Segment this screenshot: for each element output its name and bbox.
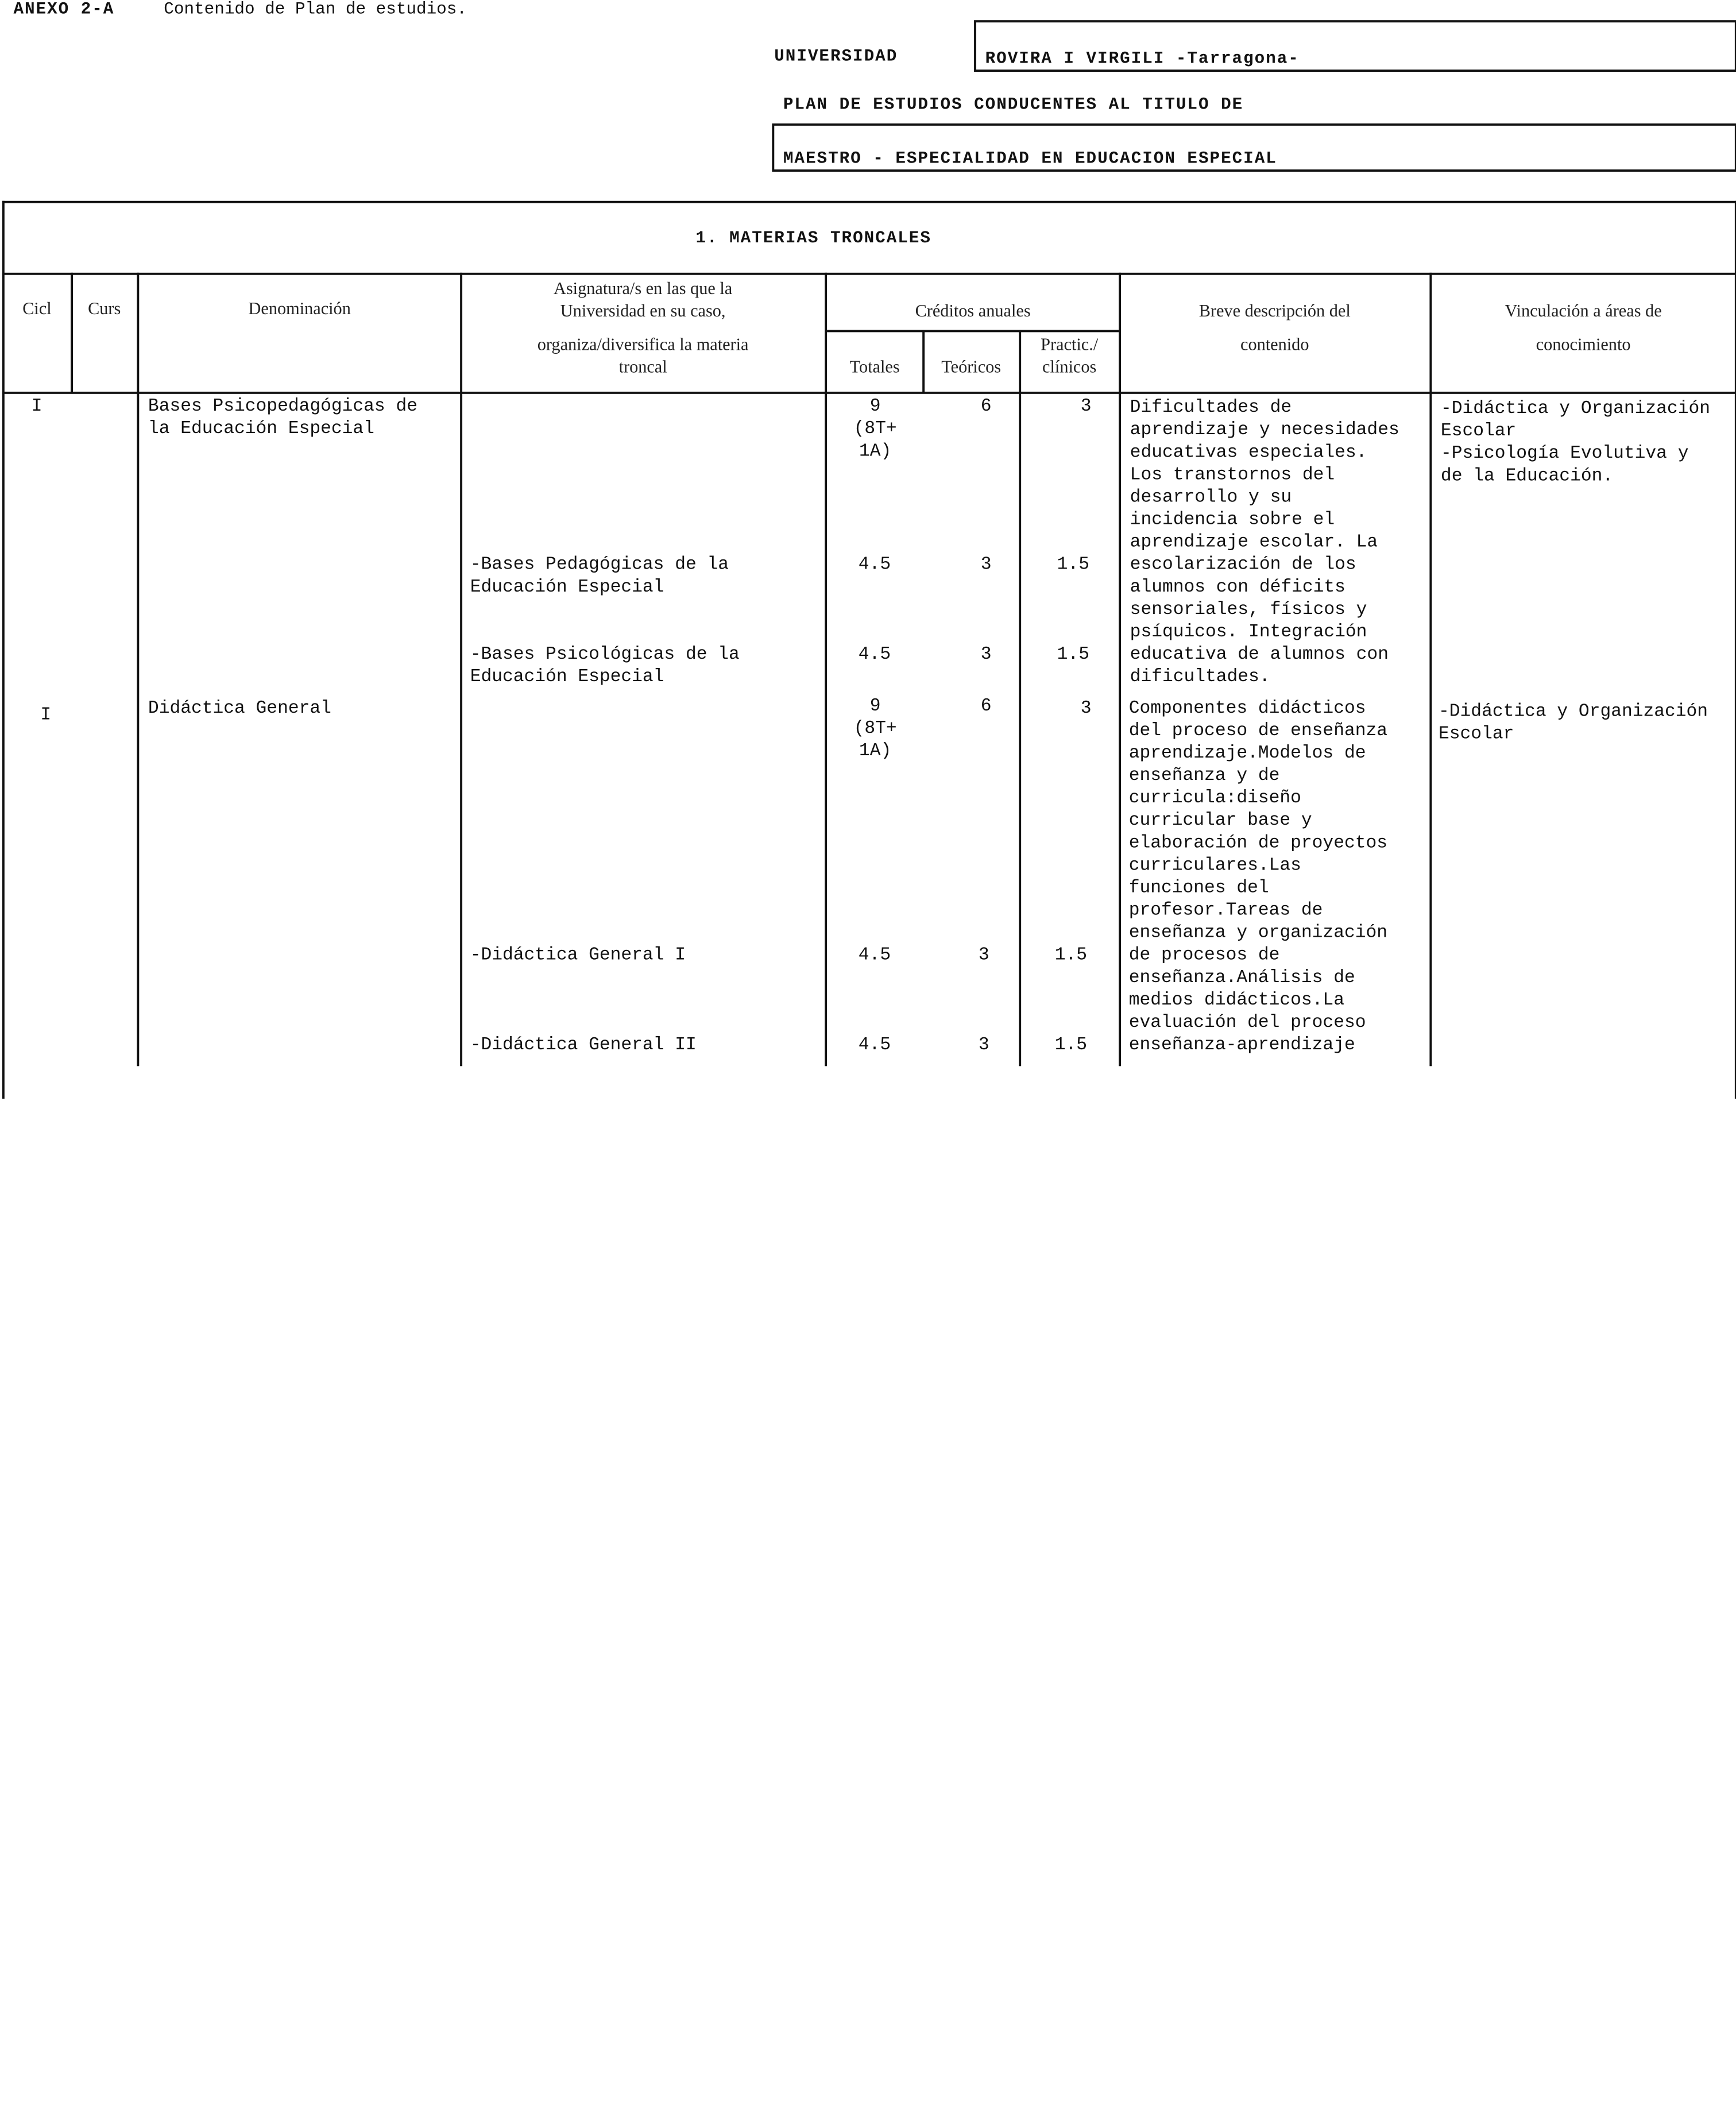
header-bottom-rule [2, 392, 1736, 394]
row2-totales: 9 (8T+ 1A) [853, 696, 897, 761]
col-header-practicos-1: Practic./ [1041, 335, 1099, 355]
col-rule-denominacion [460, 273, 462, 1066]
row2-subject2-teoricos: 3 [978, 1034, 989, 1055]
row2-subject1-totales: 4.5 [858, 945, 891, 965]
row1-subject2-totales: 4.5 [858, 644, 891, 664]
plan-label: PLAN DE ESTUDIOS CONDUCENTES AL TITULO DE [783, 95, 1244, 115]
row1-practicos: 3 [1080, 396, 1092, 416]
row2-descripcion: Componentes didácticos del proceso de enseñanza aprendizaje.Modelos de enseñanza y de curricula:diseño curricular base y elaboración de proyectos curriculares.Las funciones del profesor.Tareas de enseñanza y organización de procesos de enseñanza.Análisis de medios didácticos.La evaluación del proceso enseñanza-aprendizaje [1128, 698, 1387, 1055]
col-rule-teoricos [1019, 330, 1021, 1066]
university-label: UNIVERSIDAD [774, 47, 898, 67]
university-value: ROVIRA I VIRGILI -Tarragona- [985, 49, 1300, 69]
col-header-asignaturas-4: troncal [618, 358, 667, 377]
row2-subject1-teoricos: 3 [978, 945, 989, 965]
row2-vinculacion: -Didáctica y Organización Escolar [1439, 701, 1708, 744]
col-header-asignaturas-2: Universidad en su caso, [560, 302, 726, 321]
row1-subject1-name: -Bases Pedagógicas de la Educación Especial [470, 554, 729, 597]
row2-ciclo: I [40, 705, 52, 725]
row1-vinculacion: -Didáctica y Organización Escolar -Psicología Evolutiva y de la Educación. [1440, 398, 1710, 486]
col-header-vinculacion-1: Vinculación a áreas de [1505, 302, 1662, 321]
row1-denominacion: Bases Psicopedagógicas de la Educación Especial [148, 396, 417, 439]
col-header-creditos: Créditos anuales [915, 302, 1031, 321]
row2-denominacion: Didáctica General [148, 698, 331, 718]
col-header-ciclo: Cicl [22, 299, 52, 319]
col-header-totales: Totales [849, 358, 900, 377]
col-header-vinculacion-2: conocimiento [1536, 335, 1631, 355]
row1-teoricos: 6 [980, 396, 992, 416]
col-header-practicos-2: clínicos [1042, 358, 1097, 377]
row2-subject2-totales: 4.5 [858, 1034, 891, 1055]
row1-subject2-practicos: 1.5 [1057, 644, 1089, 664]
col-rule-curso [137, 273, 139, 1066]
col-header-denominacion: Denominación [248, 299, 351, 319]
row1-subject1-practicos: 1.5 [1057, 554, 1089, 575]
col-header-descripcion-1: Breve descripción del [1198, 302, 1351, 321]
row2-subject1-name: -Didáctica General I [470, 945, 686, 965]
row2-subject2-name: -Didáctica General II [470, 1034, 697, 1055]
credits-subheader-rule [827, 330, 1119, 332]
row1-ciclo: I [31, 396, 42, 416]
row2-subject1-practicos: 1.5 [1054, 945, 1088, 965]
col-rule-creditos [1119, 273, 1121, 1066]
row1-descripcion: Dificultades de aprendizaje y necesidades educativas especiales. Los transtornos del desarrollo y su incidencia sobre el aprendizaje escolar. La escolarización de los alumnos con déficits sensoriales, físicos y psíquicos. Integración educativa de alumnos con dificultades. [1130, 397, 1399, 687]
row2-practicos: 3 [1080, 698, 1092, 718]
col-rule-ciclo [71, 273, 73, 393]
col-rule-descripcion [1429, 273, 1432, 1066]
col-header-asignaturas-3: organiza/diversifica la materia [537, 335, 749, 355]
row2-subject2-practicos: 1.5 [1054, 1034, 1088, 1055]
section-title: 1. MATERIAS TRONCALES [695, 229, 931, 248]
col-header-curso: Curs [88, 299, 121, 319]
annex-title: Contenido de Plan de estudios. [164, 0, 467, 20]
annex-code: ANEXO 2-A [13, 0, 115, 20]
row1-subject1-teoricos: 3 [980, 554, 992, 575]
col-rule-asignaturas [825, 273, 827, 1066]
col-header-descripcion-2: contenido [1240, 335, 1309, 355]
degree-value: MAESTRO - ESPECIALIDAD EN EDUCACION ESPECIAL [783, 149, 1277, 169]
col-header-teoricos: Teóricos [941, 358, 1002, 377]
row1-totales: 9 (8T+ 1A) [853, 396, 897, 462]
header-top-rule [2, 273, 1736, 275]
row2-teoricos: 6 [980, 696, 992, 716]
row1-subject2-teoricos: 3 [980, 644, 992, 664]
row1-subject2-name: -Bases Psicológicas de la Educación Especial [470, 644, 740, 687]
col-header-asignaturas-1: Asignatura/s en las que la [554, 279, 733, 299]
row1-subject1-totales: 4.5 [858, 554, 891, 575]
